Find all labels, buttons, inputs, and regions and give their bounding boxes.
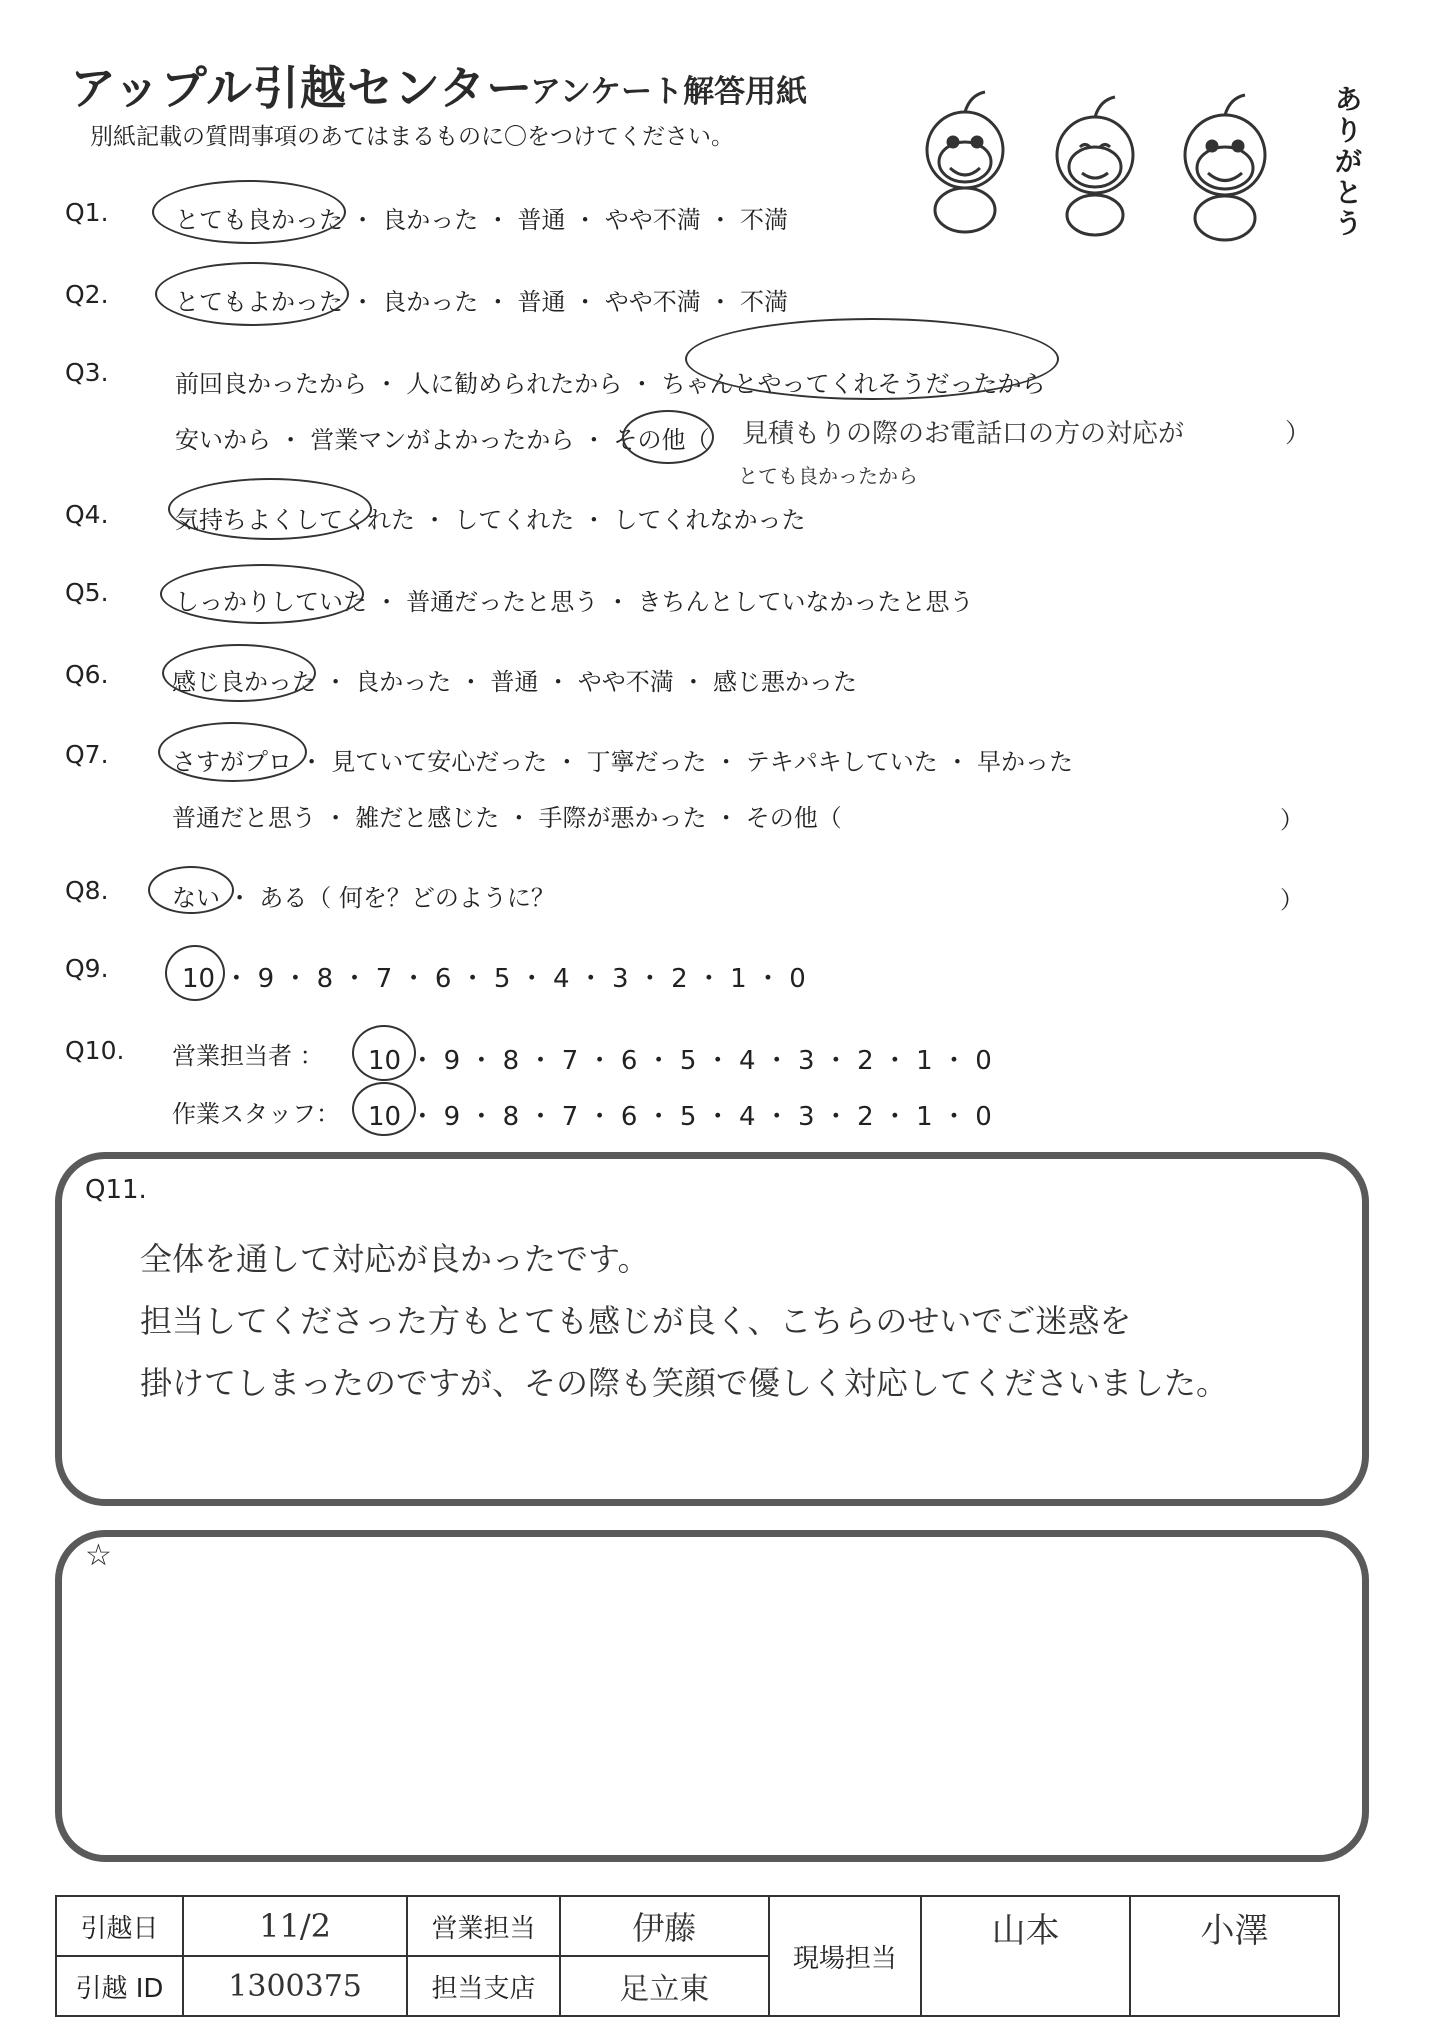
- star-icon: ☆: [85, 1538, 112, 1573]
- q2-options: とてもよかった ・ 良かった ・ 普通 ・ やや不満 ・ 不満: [175, 288, 789, 316]
- field-staff-label: 現場担当: [769, 1896, 922, 2016]
- q1-options: とても良かった ・ 良かった ・ 普通 ・ やや不満 ・ 不満: [175, 206, 789, 234]
- q3-options-line2: 安いから ・ 営業マンがよかったから ・ その他（: [175, 426, 710, 454]
- q11-comment: [140, 1228, 1228, 1414]
- q9-scale: 10 ・ 9 ・ 8 ・ 7 ・ 6 ・ 5 ・ 4 ・ 3 ・ 2 ・ 1 ・ 0: [182, 964, 806, 994]
- form-title: アンケート解答用紙: [530, 74, 808, 110]
- q10-staff-label: 作業スタッフ：: [172, 1100, 340, 1128]
- q3-handwritten-other-line2: とても良かったから: [738, 464, 918, 488]
- answer-circle: [148, 866, 234, 914]
- q5-label: Q5.: [65, 578, 109, 607]
- q6-options: 感じ良かった ・ 良かった ・ 普通 ・ やや不満 ・ 感じ悪かった: [172, 668, 858, 696]
- monkey-mascots-illustration: [900, 70, 1340, 250]
- q3-label: Q3.: [65, 358, 109, 387]
- thanks-vertical-text: ありがとう: [1335, 85, 1362, 240]
- answer-circle: [165, 945, 225, 1001]
- q11-comment-line: 担当してくださった方もとても感じが良く、こちらのせいでご迷惑を: [140, 1302, 1132, 1340]
- footer-info-table: [55, 1895, 1340, 2017]
- q3-close-paren: ）: [1285, 419, 1312, 449]
- q8-label: Q8.: [65, 876, 109, 905]
- answer-circle: [160, 564, 364, 624]
- q4-label: Q4.: [65, 500, 109, 529]
- q1-label: Q1.: [65, 198, 109, 227]
- q3-handwritten-other-line1: 見積もりの際のお電話口の方の対応が: [742, 419, 1185, 449]
- answer-circle: [168, 478, 372, 540]
- sales-rep-value: 伊藤: [560, 1896, 769, 1956]
- move-date-label: 引越日: [56, 1896, 183, 1956]
- q8-close-paren: ）: [1280, 886, 1304, 914]
- q2-label: Q2.: [65, 280, 109, 309]
- q3-options-line1: 前回良かったから ・ 人に勧められたから ・ ちゃんとやってくれそうだったから: [175, 370, 1046, 398]
- q7-options-line2: 普通だと思う ・ 雑だと感じた ・ 手際が悪かった ・ その他（: [172, 804, 842, 832]
- q7-label: Q7.: [65, 740, 109, 769]
- monkey-icon: [1057, 97, 1133, 235]
- q8-options: ない ・ ある（ 何を？どのように？: [172, 884, 555, 912]
- answer-circle: [685, 318, 1059, 400]
- answer-circle: [352, 1025, 416, 1081]
- company-title: アップル引越センター: [70, 61, 534, 115]
- q6-label: Q6.: [65, 660, 109, 689]
- q4-options: 気持ちよくしてくれた ・ してくれた ・ してくれなかった: [175, 506, 806, 534]
- q5-options: しっかりしていた ・ 普通だったと思う ・ きちんとしていなかったと思う: [175, 588, 974, 616]
- q11-label: Q11.: [85, 1175, 147, 1205]
- move-date-value: 11/2: [183, 1896, 407, 1956]
- answer-circle: [352, 1082, 416, 1136]
- instruction-text: 別紙記載の質問事項のあてはまるものに〇をつけてください。: [90, 124, 734, 150]
- sales-rep-label: 営業担当: [407, 1896, 560, 1956]
- answer-circle: [622, 410, 714, 464]
- answer-circle: [158, 722, 307, 782]
- field-staff-value-2: 小澤: [1130, 1896, 1339, 2016]
- q11-comment-line: 全体を通して対応が良かったです。: [140, 1240, 650, 1278]
- q10-sales-label: 営業担当者 ：: [172, 1042, 324, 1070]
- monkey-icon: [927, 92, 1003, 232]
- monkey-icon: [1185, 95, 1265, 240]
- q11-comment-line: 掛けてしまったのですが、その際も笑顔で優しく対応してくださいました。: [140, 1364, 1229, 1402]
- field-staff-value-1: 山本: [921, 1896, 1130, 2016]
- answer-circle: [162, 644, 316, 702]
- move-id-label: 引越 ID: [56, 1956, 183, 2016]
- q7-options-line1: さすがプロ ・ 見ていて安心だった ・ 丁寧だった ・ テキパキしていた ・ 早かった: [172, 748, 1074, 776]
- star-comment-box: [55, 1530, 1369, 1862]
- move-id-value: 1300375: [183, 1956, 407, 2016]
- answer-circle: [152, 180, 346, 244]
- branch-label: 担当支店: [407, 1956, 560, 2016]
- q7-close-paren: ）: [1280, 806, 1304, 834]
- branch-value: 足立東: [560, 1956, 769, 2016]
- q10-staff-scale: 10 ・ 9 ・ 8 ・ 7 ・ 6 ・ 5 ・ 4 ・ 3 ・ 2 ・ 1 ・ 0: [368, 1102, 992, 1132]
- q10-label: Q10.: [65, 1036, 125, 1065]
- q10-sales-scale: 10 ・ 9 ・ 8 ・ 7 ・ 6 ・ 5 ・ 4 ・ 3 ・ 2 ・ 1 ・ 0: [368, 1046, 992, 1076]
- q9-label: Q9.: [65, 954, 109, 983]
- answer-circle: [155, 262, 349, 326]
